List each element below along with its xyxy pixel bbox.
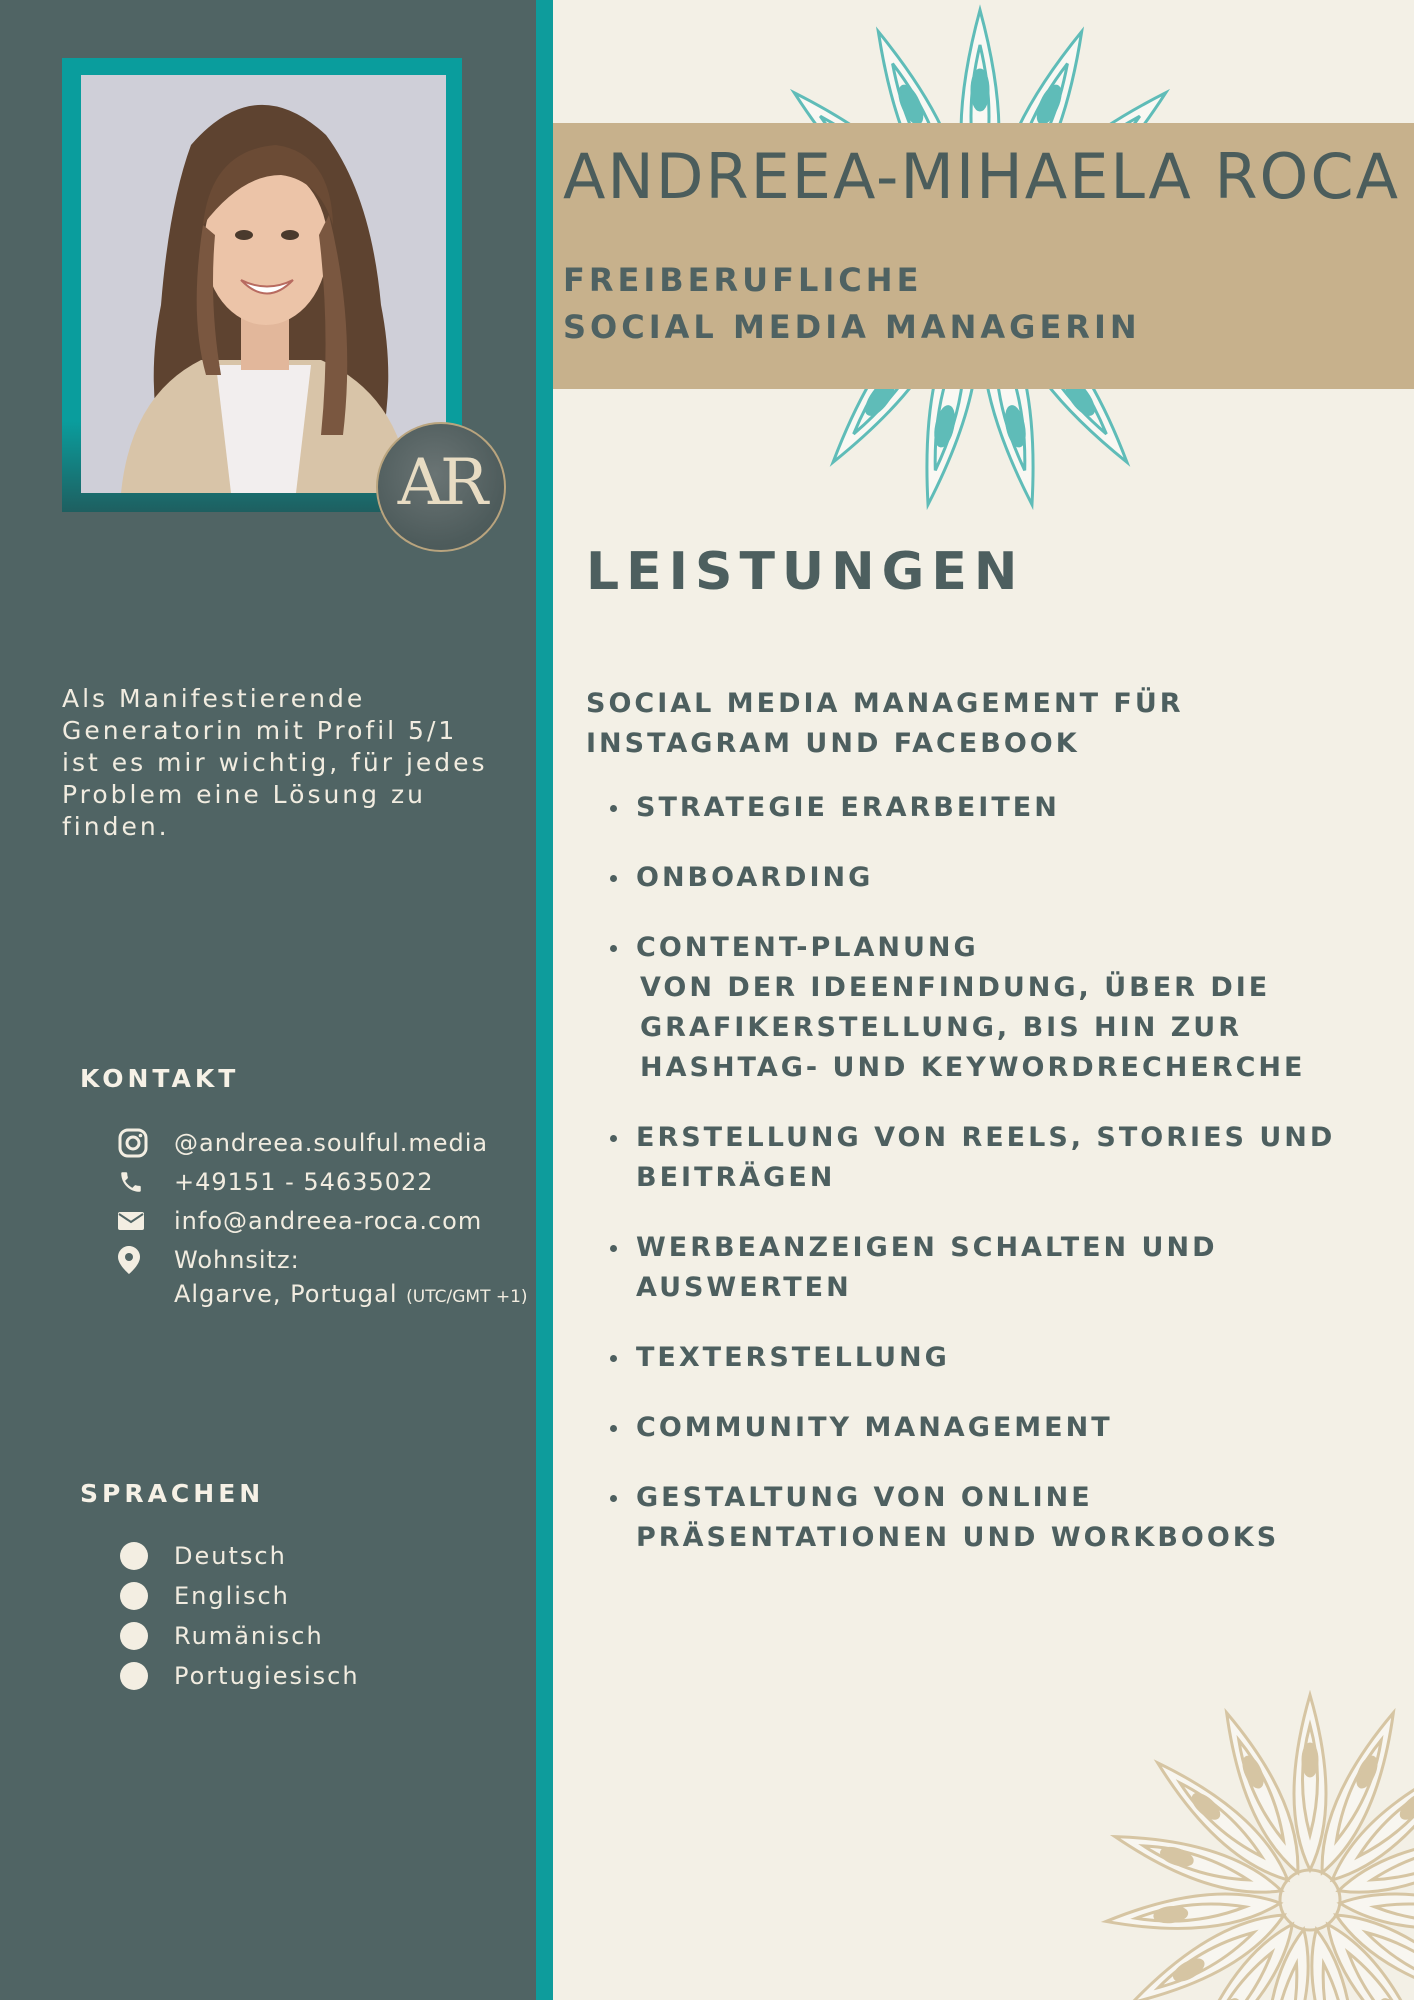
- service-label: STRATEGIE ERARBEITEN: [636, 792, 1060, 823]
- contact-phone[interactable]: [114, 1165, 534, 1199]
- language-label: Deutsch: [174, 1542, 287, 1570]
- services-list: [610, 788, 1390, 1588]
- intro-line: Als Manifestierende: [62, 684, 366, 713]
- services-subheading: [586, 684, 1184, 764]
- services-subheading-line: SOCIAL MEDIA MANAGEMENT FÜR: [586, 688, 1184, 719]
- language-level-dot: [120, 1662, 148, 1690]
- contact-heading: KONTAKT: [80, 1064, 240, 1093]
- service-item: [610, 1118, 1390, 1198]
- language-level-dot: [120, 1622, 148, 1650]
- accent-stripe: [536, 0, 553, 2000]
- timezone-note: (UTC/GMT +1): [406, 1287, 528, 1307]
- mandala-ornament-bottom: [1100, 1690, 1414, 2000]
- intro-line: finden.: [62, 812, 170, 841]
- service-item: [610, 1478, 1390, 1558]
- service-label: CONTENT-PLANUNG: [636, 932, 979, 963]
- profile-photo: [81, 75, 446, 493]
- location-label: Wohnsitz:: [174, 1246, 300, 1274]
- instagram-handle[interactable]: @andreea.soulful.media: [174, 1129, 489, 1157]
- language-item: [120, 1576, 360, 1616]
- instagram-icon: [114, 1126, 174, 1160]
- job-title: [563, 257, 1141, 351]
- service-label: TEXTERSTELLUNG: [636, 1342, 950, 1373]
- service-label: COMMUNITY MANAGEMENT: [636, 1412, 1113, 1443]
- service-label: GESTALTUNG VON ONLINE: [636, 1482, 1093, 1513]
- service-detail: VON DER IDEENFINDUNG, ÜBER DIE: [640, 972, 1271, 1003]
- intro-line: ist es mir wichtig, für jedes: [62, 748, 488, 777]
- location-text: [174, 1243, 528, 1314]
- phone-number[interactable]: +49151 - 54635022: [174, 1168, 434, 1196]
- language-label: Rumänisch: [174, 1622, 324, 1650]
- language-label: Englisch: [174, 1582, 290, 1610]
- email-address[interactable]: info@andreea-roca.com: [174, 1207, 483, 1235]
- person-name: ANDREEA-MIHAELA ROCA: [563, 140, 1401, 213]
- service-item: [610, 858, 1390, 898]
- monogram-text: AR: [397, 446, 485, 520]
- service-item: [610, 928, 1390, 1088]
- service-item: [610, 1338, 1390, 1378]
- language-level-dot: [120, 1542, 148, 1570]
- languages-heading: SPRACHEN: [80, 1479, 265, 1508]
- service-label: ERSTELLUNG VON REELS, STORIES UND: [636, 1122, 1336, 1153]
- intro-line: Problem eine Lösung zu: [62, 780, 426, 809]
- contact-instagram[interactable]: [114, 1126, 534, 1160]
- job-title-line: FREIBERUFLICHE: [563, 261, 923, 299]
- job-title-line: SOCIAL MEDIA MANAGERIN: [563, 308, 1141, 346]
- language-level-dot: [120, 1582, 148, 1610]
- contact-list: [114, 1126, 534, 1319]
- service-item: [610, 788, 1390, 828]
- service-label: AUSWERTEN: [636, 1272, 852, 1303]
- service-label: PRÄSENTATIONEN UND WORKBOOKS: [636, 1522, 1280, 1553]
- service-item: [610, 1228, 1390, 1308]
- location-pin-icon: [114, 1243, 174, 1277]
- monogram-badge: [376, 422, 506, 552]
- mail-icon: [114, 1204, 174, 1238]
- service-detail: GRAFIKERSTELLUNG, BIS HIN ZUR: [640, 1012, 1242, 1043]
- contact-email[interactable]: [114, 1204, 534, 1238]
- contact-location: [114, 1243, 534, 1314]
- language-label: Portugiesisch: [174, 1662, 360, 1690]
- language-list: [120, 1536, 360, 1696]
- language-item: [120, 1536, 360, 1576]
- language-item: [120, 1656, 360, 1696]
- phone-icon: [114, 1165, 174, 1199]
- service-item: [610, 1408, 1390, 1448]
- service-detail: HASHTAG- UND KEYWORDRECHERCHE: [640, 1052, 1306, 1083]
- intro-line: Generatorin mit Profil 5/1: [62, 716, 458, 745]
- service-label: WERBEANZEIGEN SCHALTEN UND: [636, 1232, 1218, 1263]
- language-item: [120, 1616, 360, 1656]
- intro-text: [62, 683, 522, 843]
- location-value: Algarve, Portugal: [174, 1280, 398, 1308]
- services-subheading-line: INSTAGRAM UND FACEBOOK: [586, 728, 1080, 759]
- service-label: ONBOARDING: [636, 862, 874, 893]
- service-label: BEITRÄGEN: [636, 1162, 836, 1193]
- services-heading: LEISTUNGEN: [586, 542, 1025, 602]
